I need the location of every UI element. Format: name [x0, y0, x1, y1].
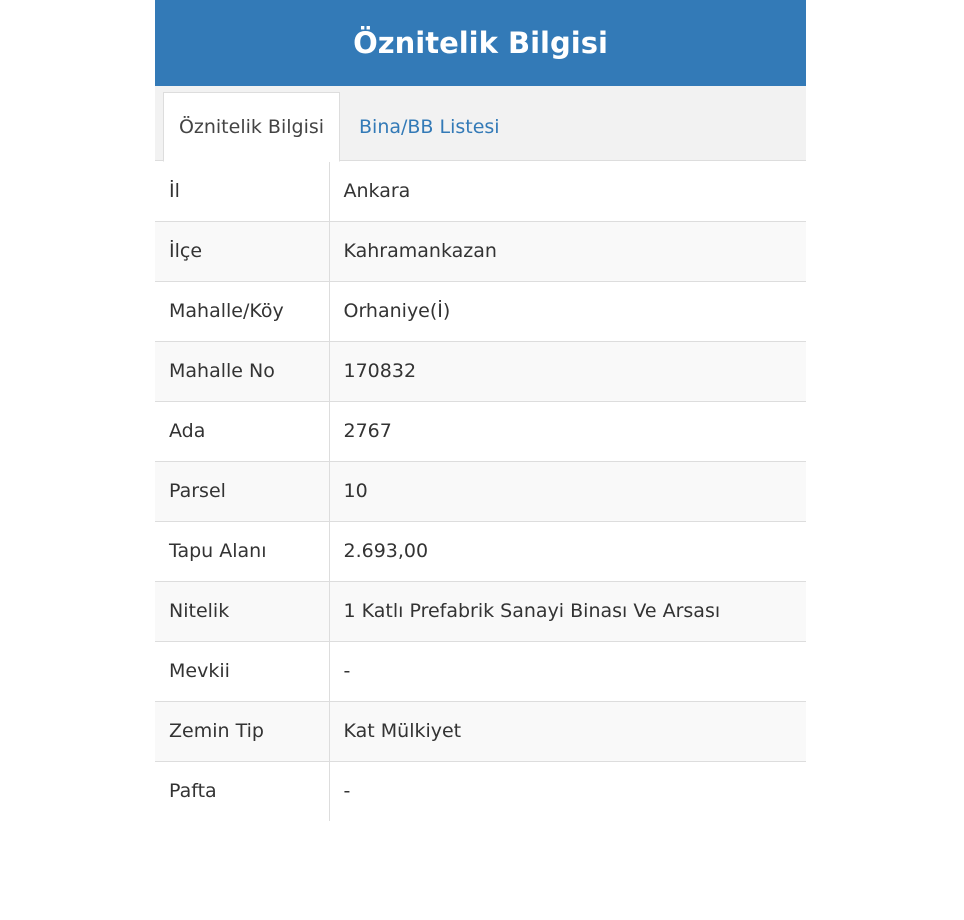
table-row	[155, 161, 806, 221]
row-value: Kat Mülkiyet	[329, 701, 806, 761]
row-value: 1 Katlı Prefabrik Sanayi Binası Ve Arsası	[329, 581, 806, 641]
row-key: İlçe	[155, 221, 329, 281]
row-key: Mevkii	[155, 641, 329, 701]
table-row	[155, 761, 806, 821]
tab-attribute-info[interactable]: Öznitelik Bilgisi	[163, 92, 340, 162]
attribute-panel	[155, 0, 806, 832]
table-row	[155, 341, 806, 401]
tab-bar	[155, 86, 806, 161]
row-value: -	[329, 641, 806, 701]
row-key: Mahalle No	[155, 341, 329, 401]
row-value: Kahramankazan	[329, 221, 806, 281]
attribute-table	[155, 161, 806, 821]
row-key: Nitelik	[155, 581, 329, 641]
table-row	[155, 701, 806, 761]
table-row	[155, 401, 806, 461]
table-row	[155, 281, 806, 341]
row-key: Mahalle/Köy	[155, 281, 329, 341]
row-value: Ankara	[329, 161, 806, 221]
row-value: 2.693,00	[329, 521, 806, 581]
row-key: İl	[155, 161, 329, 221]
row-value: -	[343, 780, 351, 803]
table-row	[155, 581, 806, 641]
table-row	[155, 641, 806, 701]
panel-header	[155, 0, 806, 86]
row-key: Zemin Tip	[155, 701, 329, 761]
row-value: 2767	[329, 401, 806, 461]
row-value: 170832	[329, 341, 806, 401]
row-value: Orhaniye(İ)	[329, 281, 806, 341]
panel-title: Öznitelik Bilgisi	[353, 26, 608, 60]
row-key: Parsel	[155, 461, 329, 521]
table-row	[155, 461, 806, 521]
row-key: Ada	[155, 401, 329, 461]
tab-building-list[interactable]: Bina/BB Listesi	[359, 116, 500, 138]
row-value: 10	[329, 461, 806, 521]
table-row	[155, 521, 806, 581]
row-key: Pafta	[155, 761, 329, 821]
row-key: Tapu Alanı	[155, 521, 329, 581]
table-row	[155, 221, 806, 281]
